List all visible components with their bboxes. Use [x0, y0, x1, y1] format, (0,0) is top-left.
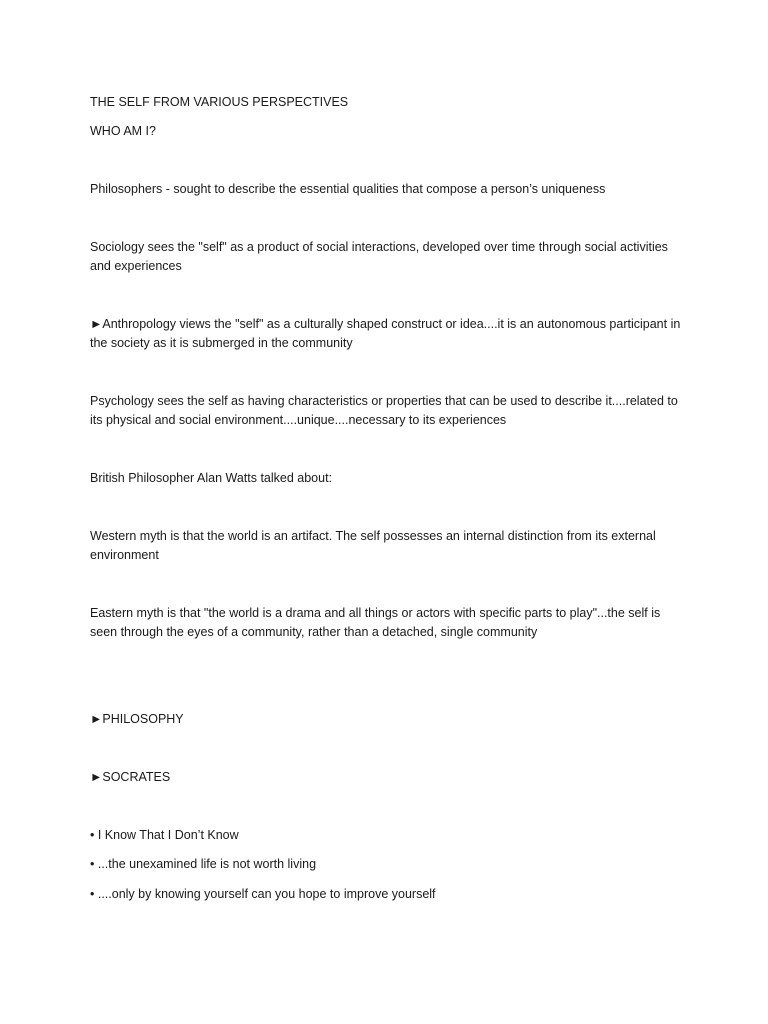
document-question: WHO AM I?	[90, 124, 156, 138]
paragraph-anthropology: ►Anthropology views the "self" as a culturally shaped construct or idea....it is an autonomous participant in the society as it is submerged in the community	[90, 317, 681, 350]
bullet-item: • I Know That I Don’t Know	[90, 828, 239, 842]
heading-socrates: ►SOCRATES	[90, 770, 171, 784]
paragraph-eastern-myth: Eastern myth is that "the world is a drama and all things or actors with specific parts to play"...the self is seen through the eyes of a community, rather than a detached, single community	[90, 606, 661, 639]
paragraph-sociology: Sociology sees the "self" as a product of social interactions, developed over time through social activities and experiences	[90, 240, 668, 273]
paragraph-western-myth: Western myth is that the world is an artifact. The self possesses an internal distinction from its external environment	[90, 529, 656, 562]
bullet-item: • ....only by knowing yourself can you hope to improve yourself	[90, 887, 436, 901]
paragraph-watts-intro: British Philosopher Alan Watts talked about:	[90, 471, 333, 485]
document-title: THE SELF FROM VARIOUS PERSPECTIVES	[90, 95, 349, 109]
paragraph-psychology: Psychology sees the self as having characteristics or properties that can be used to describe it....related to its physical and social environment....unique....necessary to its experiences	[90, 394, 678, 427]
bullet-item: • ...the unexamined life is not worth living	[90, 857, 317, 871]
heading-philosophy: ►PHILOSOPHY	[90, 712, 184, 726]
paragraph-philosophers: Philosophers - sought to describe the essential qualities that compose a person’s uniqueness	[90, 182, 606, 196]
